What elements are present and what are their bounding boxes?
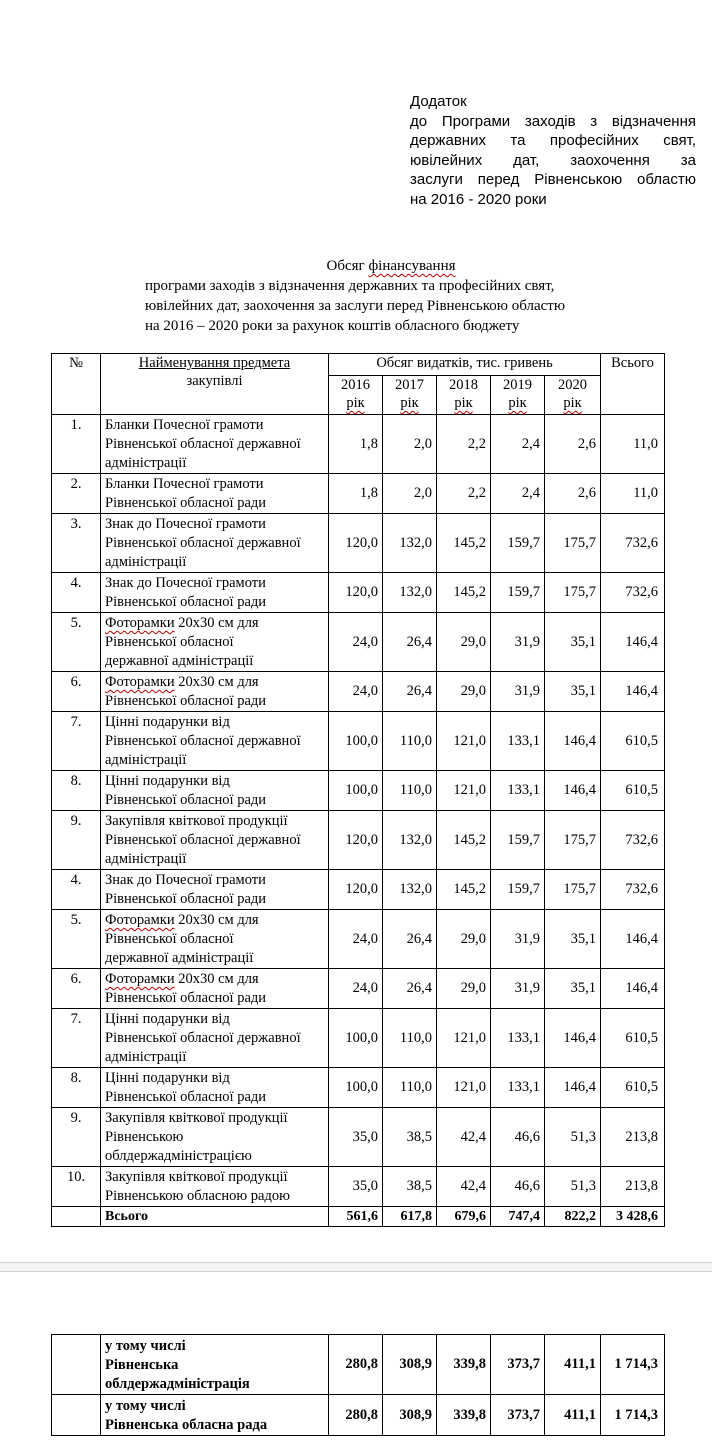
year-value-cell: 51,3 [545, 1108, 601, 1167]
table-row [52, 1009, 665, 1068]
year-value-cell: 159,7 [491, 870, 545, 910]
item-name-line: Закупівля квіткової продукції [105, 1110, 288, 1126]
row-total: 146,4 [601, 613, 665, 672]
item-name-line: Рівненської обласної ради [105, 1089, 267, 1105]
breakdown-year-value: 280,8 [329, 1395, 383, 1436]
total-label: Всього [101, 1207, 329, 1227]
row-number: 4. [52, 870, 101, 910]
breakdown-year-value: 339,8 [437, 1335, 491, 1395]
breakdown-year-value: 411,1 [545, 1335, 601, 1395]
year-value-cell: 35,1 [545, 672, 601, 712]
item-name [101, 514, 329, 573]
year-value-cell: 120,0 [329, 514, 383, 573]
item-name-line: Знак до Почесної грамоти [105, 872, 266, 888]
appendix-line: Додаток [410, 93, 467, 110]
row-total: 732,6 [601, 811, 665, 870]
row-number: 9. [52, 811, 101, 870]
item-name-line: Цінні подарунки від [105, 714, 230, 730]
year-value-cell: 175,7 [545, 514, 601, 573]
item-name-line: Цінні подарунки від [105, 1011, 230, 1027]
year-value: 2017 [395, 377, 424, 393]
year-value-cell: 29,0 [437, 672, 491, 712]
spellcheck-word: Фоторамки [105, 912, 175, 928]
appendix-line: державних та професійних свят, [410, 132, 696, 149]
table-row [52, 1068, 665, 1108]
row-total: 610,5 [601, 1009, 665, 1068]
table-row [52, 1108, 665, 1167]
item-name-line: Бланки Почесної грамоти [105, 476, 264, 492]
row-number: 7. [52, 712, 101, 771]
item-name-line: Рівненської обласної ради [105, 495, 267, 511]
table-row [52, 771, 665, 811]
item-name [101, 811, 329, 870]
year-value-cell: 132,0 [383, 514, 437, 573]
year-value-cell: 145,2 [437, 870, 491, 910]
header-item-name-line1: Найменування предмета [138, 355, 291, 371]
year-value-cell: 100,0 [329, 1009, 383, 1068]
header-year [437, 376, 491, 415]
item-name [101, 910, 329, 969]
row-number: 6. [52, 672, 101, 712]
year-value-cell: 29,0 [437, 910, 491, 969]
year-value-cell: 145,2 [437, 573, 491, 613]
year-value-cell: 145,2 [437, 514, 491, 573]
year-value: 2018 [449, 377, 478, 393]
item-name-rest: 20х30 см для [174, 674, 259, 690]
year-value-cell: 175,7 [545, 870, 601, 910]
year-value-cell: 2,6 [545, 474, 601, 514]
year-value-cell: 46,6 [491, 1108, 545, 1167]
year-value-cell: 145,2 [437, 811, 491, 870]
appendix-line: заслуги перед Рівненською областю [410, 171, 696, 188]
header-total: Всього [601, 354, 665, 415]
table-row [52, 712, 665, 771]
item-name-line: Закупівля квіткової продукції [105, 1169, 288, 1185]
breakdown-row [52, 1335, 665, 1395]
row-number: 3. [52, 514, 101, 573]
row-total: 213,8 [601, 1167, 665, 1207]
table-row [52, 1167, 665, 1207]
year-value-cell: 110,0 [383, 1068, 437, 1108]
year-value-cell: 35,1 [545, 969, 601, 1009]
year-value-cell: 35,1 [545, 910, 601, 969]
appendix-caption [410, 92, 696, 209]
year-value-cell: 26,4 [383, 969, 437, 1009]
table-row [52, 870, 665, 910]
breakdown-name-line: Рівненська обласна рада [105, 1417, 268, 1433]
grand-total: 3 428,6 [601, 1207, 665, 1227]
year-value-cell: 120,0 [329, 870, 383, 910]
title-prefix: Обсяг [326, 258, 369, 274]
item-name-line: Рівненської обласної державної [105, 832, 301, 848]
year-value-cell: 29,0 [437, 613, 491, 672]
row-number: 2. [52, 474, 101, 514]
year-value-cell: 175,7 [545, 811, 601, 870]
year-value-cell: 2,0 [383, 474, 437, 514]
year-value-cell: 2,2 [437, 474, 491, 514]
year-suffix: рік [508, 395, 527, 411]
title-line-1 [0, 256, 712, 276]
item-name-line: адміністрації [105, 1049, 187, 1065]
page-break [0, 1262, 712, 1272]
header-year [491, 376, 545, 415]
year-value-cell: 146,4 [545, 1009, 601, 1068]
year-value-cell: 159,7 [491, 811, 545, 870]
year-value-cell: 132,0 [383, 811, 437, 870]
row-number: 6. [52, 969, 101, 1009]
item-name-line: Рівненської обласної ради [105, 891, 267, 907]
item-name [101, 771, 329, 811]
year-value-cell: 100,0 [329, 712, 383, 771]
row-total: 732,6 [601, 573, 665, 613]
year-value-cell: 31,9 [491, 613, 545, 672]
year-suffix: рік [454, 395, 473, 411]
year-value-cell: 133,1 [491, 1009, 545, 1068]
item-name-line: державної адміністрації [105, 653, 254, 669]
header-year [383, 376, 437, 415]
row-total: 732,6 [601, 514, 665, 573]
year-value-cell: 46,6 [491, 1167, 545, 1207]
year-value-cell: 175,7 [545, 573, 601, 613]
year-suffix: рік [346, 395, 365, 411]
item-name-line: адміністрації [105, 554, 187, 570]
year-value-cell: 2,4 [491, 415, 545, 474]
year-value-cell: 2,6 [545, 415, 601, 474]
financing-table [51, 353, 665, 1227]
header-expenses: Обсяг видатків, тис. гривень [329, 354, 601, 376]
year-value-cell: 120,0 [329, 811, 383, 870]
year-value-cell: 132,0 [383, 870, 437, 910]
item-name [101, 415, 329, 474]
item-name [101, 573, 329, 613]
item-name [101, 1009, 329, 1068]
header-item-name [101, 354, 329, 415]
breakdown-year-value: 411,1 [545, 1395, 601, 1436]
breakdown-total: 1 714,3 [601, 1335, 665, 1395]
breakdown-year-value: 339,8 [437, 1395, 491, 1436]
breakdown-name-line: у тому числі [105, 1398, 186, 1414]
item-name-line: Рівненської обласної ради [105, 594, 267, 610]
table-row [52, 811, 665, 870]
year-value-cell: 24,0 [329, 672, 383, 712]
item-name [101, 969, 329, 1009]
year-value-cell: 35,0 [329, 1108, 383, 1167]
year-value-cell: 120,0 [329, 573, 383, 613]
table-row [52, 613, 665, 672]
item-name-line: Бланки Почесної грамоти [105, 417, 264, 433]
row-total: 146,4 [601, 910, 665, 969]
item-name [101, 1068, 329, 1108]
item-name-line: Цінні подарунки від [105, 1070, 230, 1086]
year-value-cell: 31,9 [491, 672, 545, 712]
financing-table-body [52, 415, 665, 1207]
item-name-line: адміністрації [105, 752, 187, 768]
appendix-line: ювілейних дат, заохочення за [410, 151, 696, 169]
item-name [101, 870, 329, 910]
spellcheck-word: Фоторамки [105, 674, 175, 690]
header-item-name-line2: закупівлі [186, 373, 243, 389]
table-row [52, 910, 665, 969]
year-value-cell: 121,0 [437, 712, 491, 771]
header-year [545, 376, 601, 415]
item-name-line: Рівненської обласної [105, 931, 234, 947]
year-value-cell: 26,4 [383, 672, 437, 712]
item-name-rest: 20х30 см для [174, 615, 259, 631]
title-spellcheck-word: фінансування [368, 258, 456, 274]
year-value-cell: 35,1 [545, 613, 601, 672]
item-name [101, 474, 329, 514]
item-name-line: адміністрації [105, 851, 187, 867]
year-value-cell: 100,0 [329, 771, 383, 811]
appendix-line: на 2016 - 2020 роки [410, 190, 547, 208]
year-value-cell: 38,5 [383, 1167, 437, 1207]
row-total: 610,5 [601, 771, 665, 811]
total-year-value: 679,6 [437, 1207, 491, 1227]
item-name-line [105, 614, 325, 633]
year-value-cell: 133,1 [491, 771, 545, 811]
row-number: 5. [52, 910, 101, 969]
row-number: 9. [52, 1108, 101, 1167]
total-number [52, 1207, 101, 1227]
row-number: 5. [52, 613, 101, 672]
item-name-line: державної адміністрації [105, 950, 254, 966]
item-name-line: Знак до Почесної грамоти [105, 575, 266, 591]
item-name-line [105, 970, 325, 989]
item-name-line: Цінні подарунки від [105, 773, 230, 789]
year-value-cell: 29,0 [437, 969, 491, 1009]
row-number: 8. [52, 771, 101, 811]
title-line-2: програми заходів з відзначення державних та професійних свят, [145, 278, 555, 294]
year-value-cell: 146,4 [545, 712, 601, 771]
item-name-line: Рівненської обласної державної [105, 1030, 301, 1046]
breakdown-table-body [52, 1335, 665, 1436]
year-value-cell: 42,4 [437, 1167, 491, 1207]
row-number: 7. [52, 1009, 101, 1068]
item-name-line: Рівненської обласної державної [105, 535, 301, 551]
item-name-line: облдержадміністрацією [105, 1148, 252, 1164]
total-year-value: 822,2 [545, 1207, 601, 1227]
table-row [52, 573, 665, 613]
item-name-rest: 20х30 см для [174, 971, 259, 987]
breakdown-row [52, 1395, 665, 1436]
row-total: 11,0 [601, 474, 665, 514]
table-row [52, 474, 665, 514]
row-total: 732,6 [601, 870, 665, 910]
title-line-3: ювілейних дат, заохочення за заслуги перед Рівненською областю [145, 298, 566, 314]
year-value-cell: 1,8 [329, 474, 383, 514]
row-number: 1. [52, 415, 101, 474]
year-value-cell: 2,4 [491, 474, 545, 514]
item-name-line: Рівненської обласної ради [105, 693, 267, 709]
breakdown-number [52, 1335, 101, 1395]
year-value-cell: 31,9 [491, 910, 545, 969]
item-name [101, 712, 329, 771]
spellcheck-word: Фоторамки [105, 615, 175, 631]
breakdown-name [101, 1335, 329, 1395]
row-total: 146,4 [601, 969, 665, 1009]
year-value-cell: 110,0 [383, 712, 437, 771]
year-value-cell: 100,0 [329, 1068, 383, 1108]
item-name-line: Рівненської обласної державної [105, 733, 301, 749]
spellcheck-word: Фоторамки [105, 971, 175, 987]
year-value-cell: 159,7 [491, 514, 545, 573]
item-name [101, 672, 329, 712]
year-value: 2019 [503, 377, 532, 393]
row-total: 610,5 [601, 1068, 665, 1108]
item-name [101, 613, 329, 672]
item-name-line: Рівненської обласної ради [105, 990, 267, 1006]
item-name-line [105, 911, 325, 930]
appendix-line: до Програми заходів з відзначення [410, 112, 696, 130]
year-suffix: рік [400, 395, 419, 411]
item-name-line: Знак до Почесної грамоти [105, 516, 266, 532]
breakdown-name-line: облдержадміністрація [105, 1376, 250, 1392]
total-year-value: 561,6 [329, 1207, 383, 1227]
header-number: № [52, 354, 101, 415]
year-value-cell: 121,0 [437, 1009, 491, 1068]
breakdown-name-line: Рівненська [105, 1357, 179, 1373]
year-value-cell: 2,0 [383, 415, 437, 474]
year-value-cell: 31,9 [491, 969, 545, 1009]
breakdown-total: 1 714,3 [601, 1395, 665, 1436]
item-name-line: адміністрації [105, 455, 187, 471]
table-row [52, 969, 665, 1009]
table-row [52, 514, 665, 573]
year-value: 2016 [341, 377, 370, 393]
breakdown-year-value: 373,7 [491, 1335, 545, 1395]
breakdown-year-value: 308,9 [383, 1395, 437, 1436]
year-value-cell: 146,4 [545, 771, 601, 811]
year-value-cell: 110,0 [383, 1009, 437, 1068]
item-name [101, 1108, 329, 1167]
year-value-cell: 121,0 [437, 1068, 491, 1108]
year-value-cell: 24,0 [329, 969, 383, 1009]
total-row [52, 1207, 665, 1227]
row-number: 8. [52, 1068, 101, 1108]
year-value-cell: 42,4 [437, 1108, 491, 1167]
total-year-value: 617,8 [383, 1207, 437, 1227]
breakdown-year-value: 373,7 [491, 1395, 545, 1436]
item-name-rest: 20х30 см для [174, 912, 259, 928]
item-name-line: Рівненською обласною радою [105, 1188, 290, 1204]
year-value-cell: 26,4 [383, 910, 437, 969]
row-number: 4. [52, 573, 101, 613]
document-title [0, 256, 712, 336]
breakdown-name-line: у тому числі [105, 1338, 186, 1354]
year-value-cell: 51,3 [545, 1167, 601, 1207]
table-row [52, 415, 665, 474]
year-value-cell: 1,8 [329, 415, 383, 474]
year-value-cell: 26,4 [383, 613, 437, 672]
row-number: 10. [52, 1167, 101, 1207]
year-value-cell: 24,0 [329, 910, 383, 969]
header-year [329, 376, 383, 415]
row-total: 213,8 [601, 1108, 665, 1167]
year-value-cell: 133,1 [491, 1068, 545, 1108]
year-value: 2020 [558, 377, 588, 393]
item-name-line: Рівненської обласної державної [105, 436, 301, 452]
breakdown-name [101, 1395, 329, 1436]
year-suffix: рік [563, 395, 582, 411]
item-name-line: Рівненської обласної ради [105, 792, 267, 808]
table-row [52, 672, 665, 712]
year-value-cell: 110,0 [383, 771, 437, 811]
year-value-cell: 38,5 [383, 1108, 437, 1167]
row-total: 146,4 [601, 672, 665, 712]
year-value-cell: 24,0 [329, 613, 383, 672]
year-value-cell: 133,1 [491, 712, 545, 771]
item-name-line: Рівненською [105, 1129, 184, 1145]
breakdown-year-value: 280,8 [329, 1335, 383, 1395]
item-name-line: Закупівля квіткової продукції [105, 813, 288, 829]
year-value-cell: 121,0 [437, 771, 491, 811]
year-value-cell: 35,0 [329, 1167, 383, 1207]
year-value-cell: 146,4 [545, 1068, 601, 1108]
item-name [101, 1167, 329, 1207]
year-value-cell: 2,2 [437, 415, 491, 474]
title-line-4: на 2016 – 2020 роки за рахунок коштів обласного бюджету [145, 318, 520, 334]
total-year-value: 747,4 [491, 1207, 545, 1227]
row-total: 610,5 [601, 712, 665, 771]
year-value-cell: 159,7 [491, 573, 545, 613]
breakdown-number [52, 1395, 101, 1436]
breakdown-year-value: 308,9 [383, 1335, 437, 1395]
item-name-line: Рівненської обласної [105, 634, 234, 650]
row-total: 11,0 [601, 415, 665, 474]
breakdown-table [51, 1334, 665, 1436]
year-value-cell: 132,0 [383, 573, 437, 613]
item-name-line [105, 673, 325, 692]
